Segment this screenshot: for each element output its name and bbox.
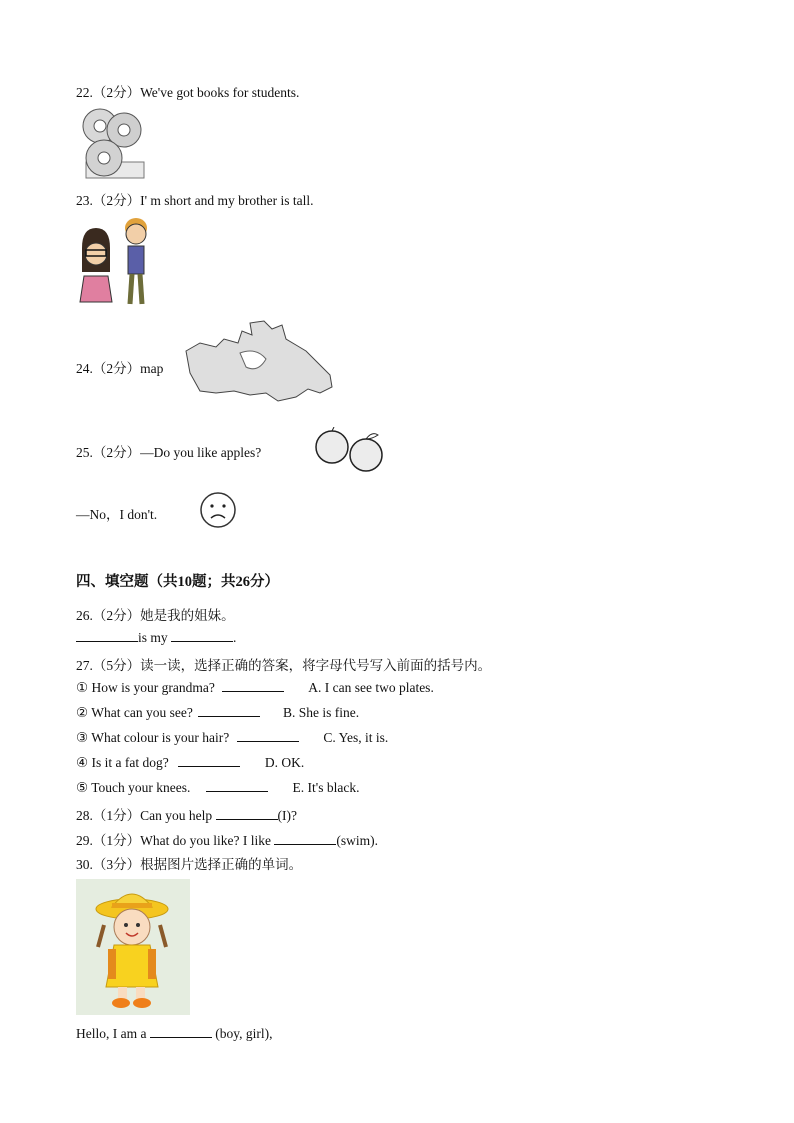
q27-item	[76, 704, 359, 721]
q26-sentence	[76, 629, 236, 646]
q27-item	[76, 679, 434, 696]
answer-blank[interactable]	[198, 704, 260, 717]
answer-blank[interactable]	[178, 754, 240, 767]
q29-line	[76, 829, 378, 849]
answer-blank[interactable]	[76, 629, 138, 642]
q26-part1: is my	[138, 630, 168, 645]
q27-item-num: ③	[76, 730, 89, 745]
q27-item-question: What colour is your hair?	[91, 730, 230, 745]
q30-sentence-start: Hello, I am a	[76, 1026, 147, 1041]
girl-in-yellow-hat-image	[76, 879, 190, 1015]
answer-blank[interactable]	[206, 779, 268, 792]
q30-hint: (boy, girl),	[215, 1026, 273, 1041]
q27-item	[76, 754, 304, 771]
q29-text: 29.（1分）What do you like? I like	[76, 833, 271, 848]
q22-text: 22.（2分）We've got books for students.	[76, 85, 300, 100]
q28-text: 28.（1分）Can you help	[76, 808, 213, 823]
q28-hint: (I)?	[277, 808, 297, 823]
answer-blank[interactable]	[150, 1025, 212, 1038]
answer-blank[interactable]	[171, 629, 233, 642]
q30-sentence	[76, 1025, 272, 1042]
q27-item	[76, 729, 388, 746]
q27-item-num: ④	[76, 755, 89, 770]
q27-item-question: How is your grandma?	[91, 680, 215, 695]
q24-text: 24.（2分）map	[76, 361, 164, 376]
q27-item-option: B. She is fine.	[282, 705, 360, 720]
answer-blank[interactable]	[237, 729, 299, 742]
q26-text: 26.（2分）她是我的姐妹。	[76, 608, 235, 623]
q27-text: 27.（5分）读一读，选择正确的答案，将字母代号写入前面的括号内。	[76, 658, 492, 673]
sad-face-icon	[199, 491, 237, 529]
q27-item-num: ⑤	[76, 780, 89, 795]
q23-text: 23.（2分）I' m short and my brother is tall.	[76, 193, 314, 208]
q27-item-question: Is it a fat dog?	[91, 755, 169, 770]
q27-item-question: Touch your knees.	[91, 780, 191, 795]
apples-image	[314, 427, 386, 473]
q25-text: 25.（2分）—Do you like apples?	[76, 445, 262, 460]
q27-item	[76, 779, 359, 796]
q29-hint: (swim).	[336, 833, 378, 848]
q27-item-option: D. OK.	[264, 755, 305, 770]
cd-discs-image	[80, 102, 148, 182]
short-girl-tall-boy-image	[76, 214, 156, 308]
q30-text: 30.（3分）根据图片选择正确的单词。	[76, 857, 303, 872]
section4-title: 四、填空题（共10题；共26分）	[76, 574, 279, 590]
q27-item-option: C. Yes, it is.	[323, 730, 389, 745]
q27-item-question: What can you see?	[91, 705, 193, 720]
q27-item-num: ②	[76, 705, 89, 720]
q28-line	[76, 804, 297, 824]
q27-item-option: E. It's black.	[292, 780, 360, 795]
q27-item-option: A. I can see two plates.	[308, 680, 434, 695]
q27-item-num: ①	[76, 680, 89, 695]
answer-blank[interactable]	[216, 807, 278, 820]
q25-answer: —No，I don't.	[76, 507, 158, 522]
answer-blank[interactable]	[274, 832, 336, 845]
q26-part2: .	[233, 630, 237, 645]
canada-map-image	[180, 313, 336, 407]
answer-blank[interactable]	[222, 679, 284, 692]
